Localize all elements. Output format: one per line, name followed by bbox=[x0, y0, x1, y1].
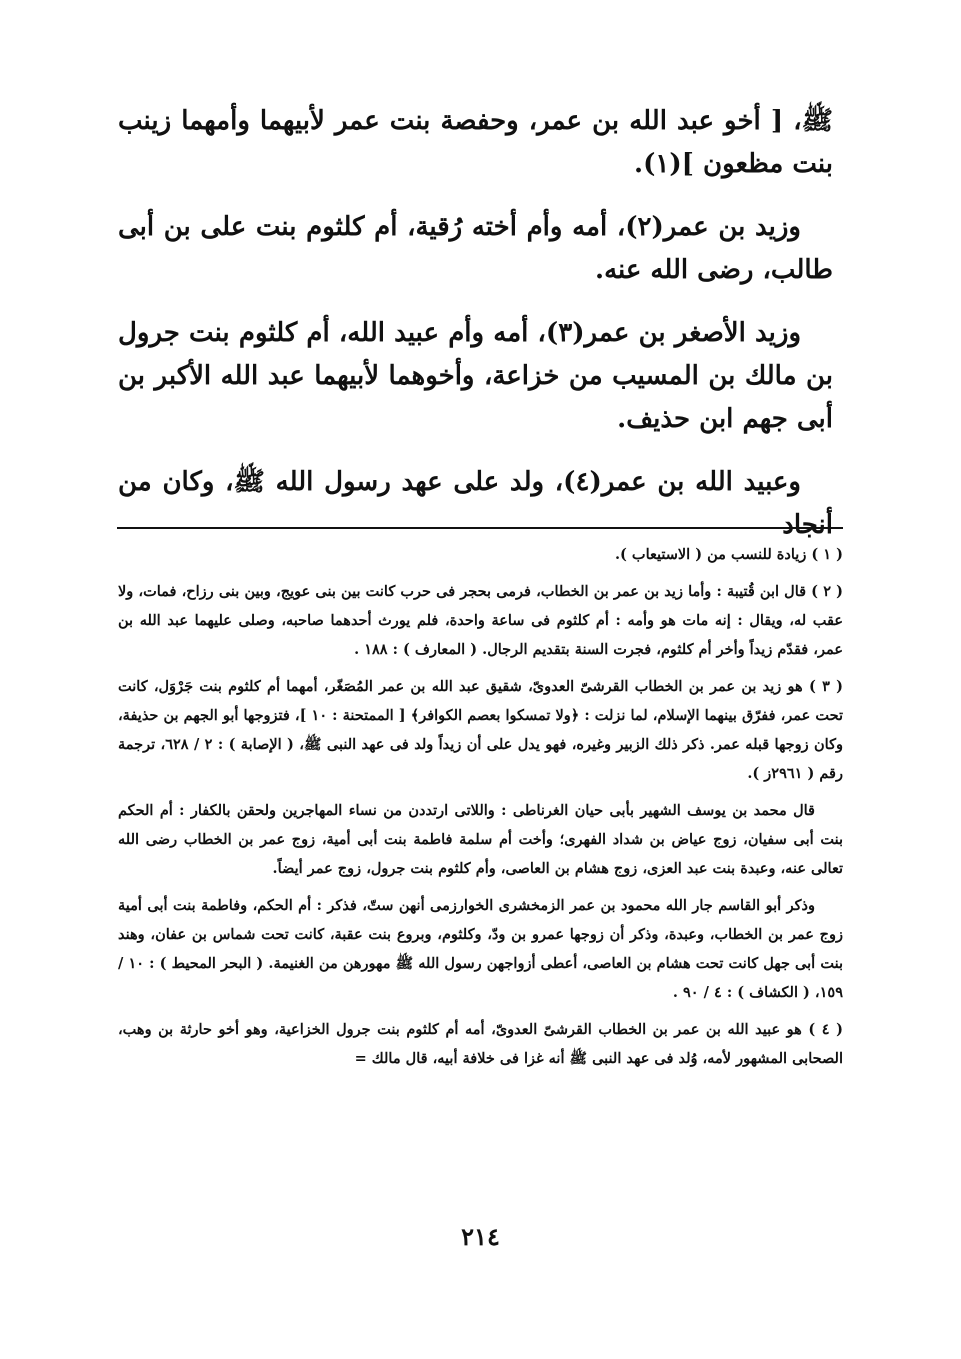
footnote-1: ( ١ ) زيادة للنسب من ( الاستيعاب ). bbox=[614, 546, 843, 563]
footnote-3-continuation-b: وذكر أبو القاسم جار الله محمود بن عمر الزمخشرى الخوارزمى أنهن ستّ، فذكر : أم الحكم، وفاطمة بنت أبى أمية زوج عمر بن الخطاب، وعبدة، وذكر أن زوجها عمرو بن ودّ، وكلثوم، وبروع بنت عقبة، كانت تحت شماس بن عفان، وهند بنت أبى جهل كانت تحت هشام بن العاصى، أعطى أزواجهن رسول الله ﷺ مهورهن من الغنيمة. ( البحر المحيط ) : ١٠ / ١٥٩، ( الكشاف ) : ٤ / ٩٠ . bbox=[118, 897, 843, 1001]
main-paragraph-2 bbox=[118, 206, 833, 292]
footnotes bbox=[118, 540, 843, 1081]
footnote-3-continuation-a: قال محمد بن يوسف الشهير بأبى حيان الغرناطى : واللاتى ارتددن من نساء المهاجرين ولحقن بالكفار : أم الحكم بنت أبى سفيان، زوج عياض بن شداد الفهرى؛ وأخت أم سلمة فاطمة بنت أبى أمية، زوج عمر بن الخطاب رضى الله تعالى عنه، وعبدة بنت عبد العزى، زوج هشام بن العاصى، وأم كلثوم بنت جرول، زوج عمر أيضاً. bbox=[118, 802, 843, 877]
main-paragraph-4 bbox=[118, 461, 833, 547]
page-number: ٢١٤ bbox=[461, 1222, 500, 1251]
main-paragraph-1: ﷺ، [ أخو عبد الله بن عمر، وحفصة بنت عمر لأبيهما وأمهما زينب بنت مظعون ](١). bbox=[118, 106, 833, 179]
main-paragraph-3-text: وزيد الأصغر بن عمر(٣)، أمه وأم عبيد الله، أم كلثوم بنت جرول بن مالك بن المسيب من خزاعة، وأخوهما لأبيهما عبد الله الأكبر بن أبى جهم ابن حذيف. bbox=[118, 318, 833, 434]
footnote-separator bbox=[117, 527, 843, 529]
footnote-3: ( ٣ ) هو زيد بن عمر بن الخطاب القرشىّ العدوىّ، شقيق عبد الله بن عمر المُصَغّر، أمهما أم كلثوم بنت جَرْوَل، كانت تحت عمر، ففرّق بينهما الإسلام، لما نزلت : ﴿ولا تمسكوا بعصم الكوافر﴾ [ الممتحنة : ١٠ ]، فتزوجها أبو الجهم بن حذيفة، وكان زوجها قبله عمر. ذكر ذلك الزبير وغيره، فهو يدل على أن زيداً ولد فى عهد النبى ﷺ، ( الإصابة ) : ٢ / ٦٢٨، ترجمة رقم ( ٢٩٦١ز ). bbox=[118, 678, 843, 782]
footnote-4: ( ٤ ) هو عبيد الله بن عمر بن الخطاب القرشىّ العدوىّ، أمه أم كلثوم بنت جرول الخزاعية، وهو أخو حارثة بن وهب، الصحابى المشهور لأمه، وُلد فى عهد النبى ﷺ أنه غزا فى خلافة أبيه، قال مالك = bbox=[118, 1021, 843, 1067]
main-paragraph-3 bbox=[118, 312, 833, 441]
main-paragraph-4-text: وعبيد الله بن عمر(٤)، ولد على عهد رسول الله ﷺ، وكان من أنجاد bbox=[118, 467, 833, 540]
main-paragraph-2-text: وزيد بن عمر(٢)، أمه وأم أخته رُقية، أم كلثوم بنت على بن أبى طالب، رضى الله عنه. bbox=[118, 212, 833, 285]
main-text bbox=[118, 100, 833, 567]
footnote-2: ( ٢ ) قال ابن قُتيبة : وأما زيد بن عمر بن الخطاب، فرمى بحجر فى حرب كانت بين بنى عويج، وبين بنى رزاح، فمات، ولا عقب له، ويقال : إنه مات هو وأمه : أم كلثوم فى ساعة واحدة، فلم يورث أحدهما صاحبه، وصلى عليهما عبد الله بن عمر، فقدّم زيداً وأخر أم كلثوم، فجرت السنة بتقديم الرجال. ( المعارف ) : ١٨٨ . bbox=[118, 583, 843, 658]
